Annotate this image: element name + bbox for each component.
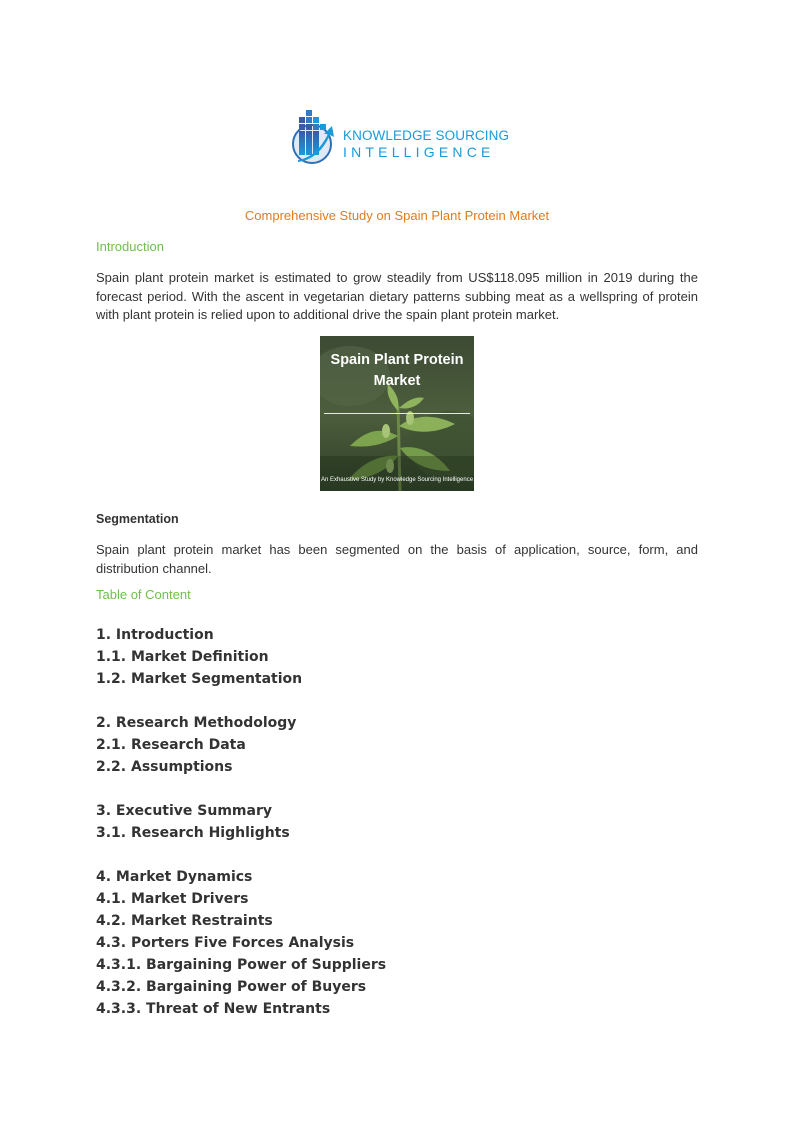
cover-title: Spain Plant Protein Market	[330, 352, 464, 389]
cover-divider	[324, 413, 470, 414]
company-logo	[288, 104, 508, 168]
toc-heading: Table of Content	[96, 587, 191, 602]
introduction-heading: Introduction	[96, 239, 164, 254]
toc-item: 1.1. Market Definition	[96, 649, 269, 665]
toc-item: 4. Market Dynamics	[96, 869, 253, 885]
toc-item: 1. Introduction	[96, 627, 214, 643]
logo-text-line1: KNOWLEDGE SOURCING	[343, 128, 510, 143]
report-cover-image	[320, 336, 474, 491]
document-title: Comprehensive Study on Spain Plant Protein Market	[244, 208, 550, 223]
toc-item: 4.3. Porters Five Forces Analysis	[96, 935, 355, 951]
cover-subtitle: An Exhaustive Study by Knowledge Sourcing Intelligence	[320, 477, 474, 483]
introduction-paragraph: Spain plant protein market is estimated to grow steadily from US$118.095 million in 2019 during the forecast period. With the ascent in vegetarian dietary patterns subbing meat as a wellspring of protein with plant protein is relied upon to additional drive the spain plant protein market.	[96, 270, 698, 322]
segmentation-heading: Segmentation	[96, 512, 179, 526]
toc-item: 4.1. Market Drivers	[96, 891, 249, 907]
toc-item: 2.1. Research Data	[96, 737, 246, 753]
toc-item: 1.2. Market Segmentation	[96, 671, 303, 687]
toc-item: 4.3.2. Bargaining Power of Buyers	[96, 979, 367, 995]
toc-item: 2.2. Assumptions	[96, 759, 233, 775]
segmentation-paragraph: Spain plant protein market has been segmented on the basis of application, source, form, and distribution channel.	[96, 542, 698, 576]
logo-text-line2: INTELLIGENCE	[343, 144, 495, 160]
toc-item: 3. Executive Summary	[96, 803, 272, 819]
toc-item: 4.3.3. Threat of New Entrants	[96, 1001, 331, 1017]
toc-item: 4.3.1. Bargaining Power of Suppliers	[96, 957, 387, 973]
logo-mark-icon	[288, 104, 342, 168]
toc-item: 4.2. Market Restraints	[96, 913, 273, 929]
toc-item: 2. Research Methodology	[96, 715, 297, 731]
table-of-contents	[96, 624, 386, 1020]
toc-item: 3.1. Research Highlights	[96, 825, 290, 841]
